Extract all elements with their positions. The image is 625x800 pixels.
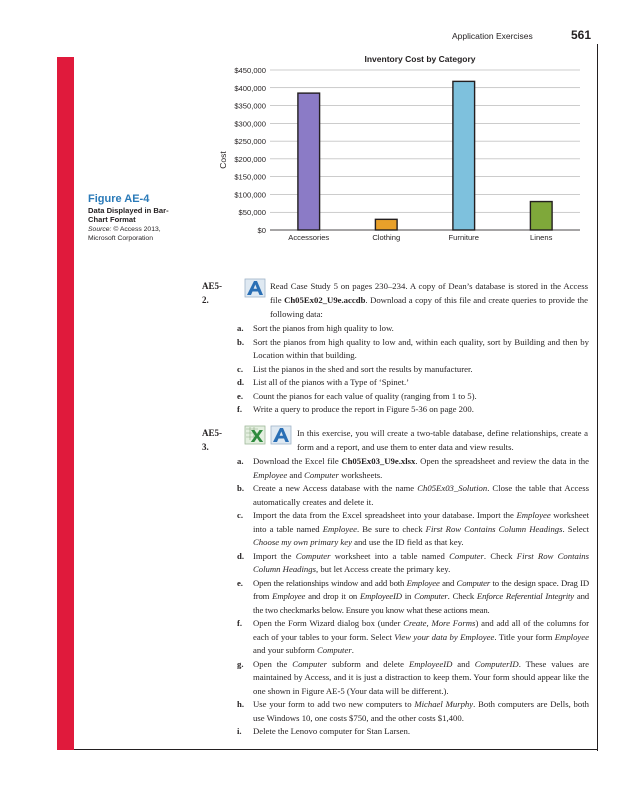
y-tick-label: $300,000 [234, 119, 266, 129]
bar-linens [530, 202, 552, 230]
excel-icon [244, 425, 266, 445]
figure-subtitle: Data Displayed in Bar-Chart Format [88, 206, 169, 224]
item-text: Write a query to produce the report in Figure 5-36 on page 200. [253, 404, 474, 414]
access-icon [270, 425, 292, 445]
figure-source [88, 226, 188, 243]
item-label: a. [237, 456, 244, 466]
intro-text: Read Case Study 5 on pages 230–234. A copy of Dean’s database is stored in the Access file [270, 281, 588, 305]
item-text: Open the Computer subform and delete EmployeeID and ComputerID. These values are maintained by Access, and it is just a distraction to keep them. Your form should appear like the one shown in Figure AE-5 (Your data will be different.). [253, 658, 590, 696]
item-label: e. [237, 577, 243, 588]
category-label: Clothing [372, 233, 401, 242]
bar-furniture [453, 81, 475, 230]
y-tick-label: $0 [257, 226, 266, 235]
list-item [237, 336, 589, 363]
chart-bars [298, 81, 552, 230]
item-text: Use your form to add two new computers to Michael Murphy. Both computers are Dells, both use Windows 10, one costs $750, and the other costs $1,400. [253, 699, 589, 723]
list-item [237, 482, 589, 509]
y-tick-label: $250,000 [234, 137, 266, 147]
page-border-bottom [74, 749, 598, 750]
item-label: a. [237, 323, 244, 333]
list-item [237, 322, 589, 336]
item-text: Import the Computer worksheet into a table named Computer. Check First Row Contains Column Headings, but let Access create the primary key. [253, 550, 589, 574]
item-label: e. [237, 390, 244, 401]
bar-chart [200, 50, 585, 250]
intro-text-end: . Download a copy of this file and create queries to provide the following data: [270, 295, 589, 319]
category-label: Accessories [288, 233, 330, 242]
exercise-intro [270, 279, 588, 321]
item-text: Download the Excel file Ch05Ex03_U9e.xlsx. Open the spreadsheet and review the data in the Employee and Computer worksheets. [253, 456, 589, 480]
figure-source-text: © Access 2013, Microsoft Corporation [88, 226, 161, 242]
exercise-number: AE5-3. [202, 428, 222, 452]
exercise-number: AE5-2. [202, 281, 222, 305]
y-tick-label: $150,000 [234, 172, 266, 182]
y-tick-label: $400,000 [234, 83, 266, 93]
bar-clothing [375, 219, 397, 230]
y-tick-label: $350,000 [234, 101, 266, 111]
item-label: b. [237, 483, 245, 493]
file-name: Ch05Ex02_U9e.accdb [284, 295, 366, 305]
item-label: f. [237, 404, 243, 414]
list-item [237, 376, 589, 390]
list-item [237, 617, 589, 658]
chart-title: Inventory Cost by Category [364, 54, 476, 64]
list-item [237, 725, 589, 739]
list-item [237, 455, 589, 482]
item-text: Open the Form Wizard dialog box (under Create, More Forms) and add all of the columns for each of your tables to your form. Select View your data by Employee. Title your form Employee and your subform Computer. [253, 618, 589, 655]
page-border-right [597, 44, 598, 751]
item-text: Import the data from the Excel spreadsheet into your database. Import the Employee worksheet into a table named Employee. Be sure to check First Row Contains Column Headings. Select Choose my own primary key and use the ID field as that key. [253, 510, 589, 547]
chart-y-axis-label: Cost [218, 151, 228, 169]
item-text: List all of the pianos with a Type of ‘Spinet.’ [253, 377, 410, 387]
running-head: Application Exercises [452, 31, 533, 41]
chart-category-labels [288, 233, 552, 242]
y-tick-label: $200,000 [234, 154, 266, 164]
item-text: List the pianos in the shed and sort the results by manufacturer. [253, 363, 473, 374]
item-label: g. [237, 658, 244, 669]
list-item [237, 658, 589, 699]
category-label: Linens [530, 233, 553, 242]
item-label: h. [237, 699, 245, 709]
file-name: Ch05Ex03_U9e.xlsx [341, 456, 416, 466]
figure-caption [88, 193, 188, 243]
list-item [237, 363, 589, 377]
category-label: Furniture [448, 233, 479, 242]
figure-source-prefix: Source: [88, 226, 112, 233]
item-label: i. [237, 726, 242, 736]
exercise-intro: In this exercise, you will create a two-table database, define relationships, create a form and a report, and use them to enter data and view results. [297, 428, 588, 452]
ae5-3-items [237, 455, 589, 739]
y-tick-label: $50,000 [238, 208, 266, 218]
bar-chart-svg [200, 50, 585, 250]
page-edge-bar [57, 57, 74, 750]
item-label: f. [237, 618, 243, 628]
chart-y-tick-labels [234, 66, 266, 235]
y-tick-label: $100,000 [234, 190, 266, 200]
item-text: Count the pianos for each value of quality (ranging from 1 to 5). [253, 390, 477, 401]
item-text: Sort the pianos from high quality to low. [253, 323, 394, 333]
y-tick-label: $450,000 [234, 66, 266, 75]
ae5-2-items [237, 322, 589, 417]
list-item [237, 403, 589, 417]
list-item [237, 550, 589, 577]
item-label: c. [237, 363, 244, 374]
item-text: Create a new Access database with the name Ch05Ex03_Solution. Close the table that Access automatically creates and delete it. [253, 483, 590, 507]
item-label: d. [237, 550, 245, 561]
list-item [237, 509, 589, 550]
bar-accessories [298, 93, 320, 230]
item-text: Open the relationships window and add both Employee and Computer to the design space. Drag ID from Employee and drop it on EmployeeID in Computer. Check Enforce Referential Integrity and the two checkmarks below. Ensure you know what these actions mean. [253, 577, 589, 615]
item-label: d. [237, 377, 245, 387]
figure-label: Figure AE-4 [88, 193, 150, 205]
page-number: 561 [571, 28, 592, 42]
list-item [237, 577, 589, 618]
list-item [237, 390, 589, 404]
item-text: Delete the Lenovo computer for Stan Larsen. [253, 726, 411, 736]
item-label: b. [237, 336, 245, 347]
item-text: Sort the pianos from high quality to low and, within each quality, sort by Building and then by Location within that building. [253, 336, 589, 360]
list-item [237, 698, 589, 725]
access-icon [244, 278, 266, 298]
item-label: c. [237, 510, 244, 520]
